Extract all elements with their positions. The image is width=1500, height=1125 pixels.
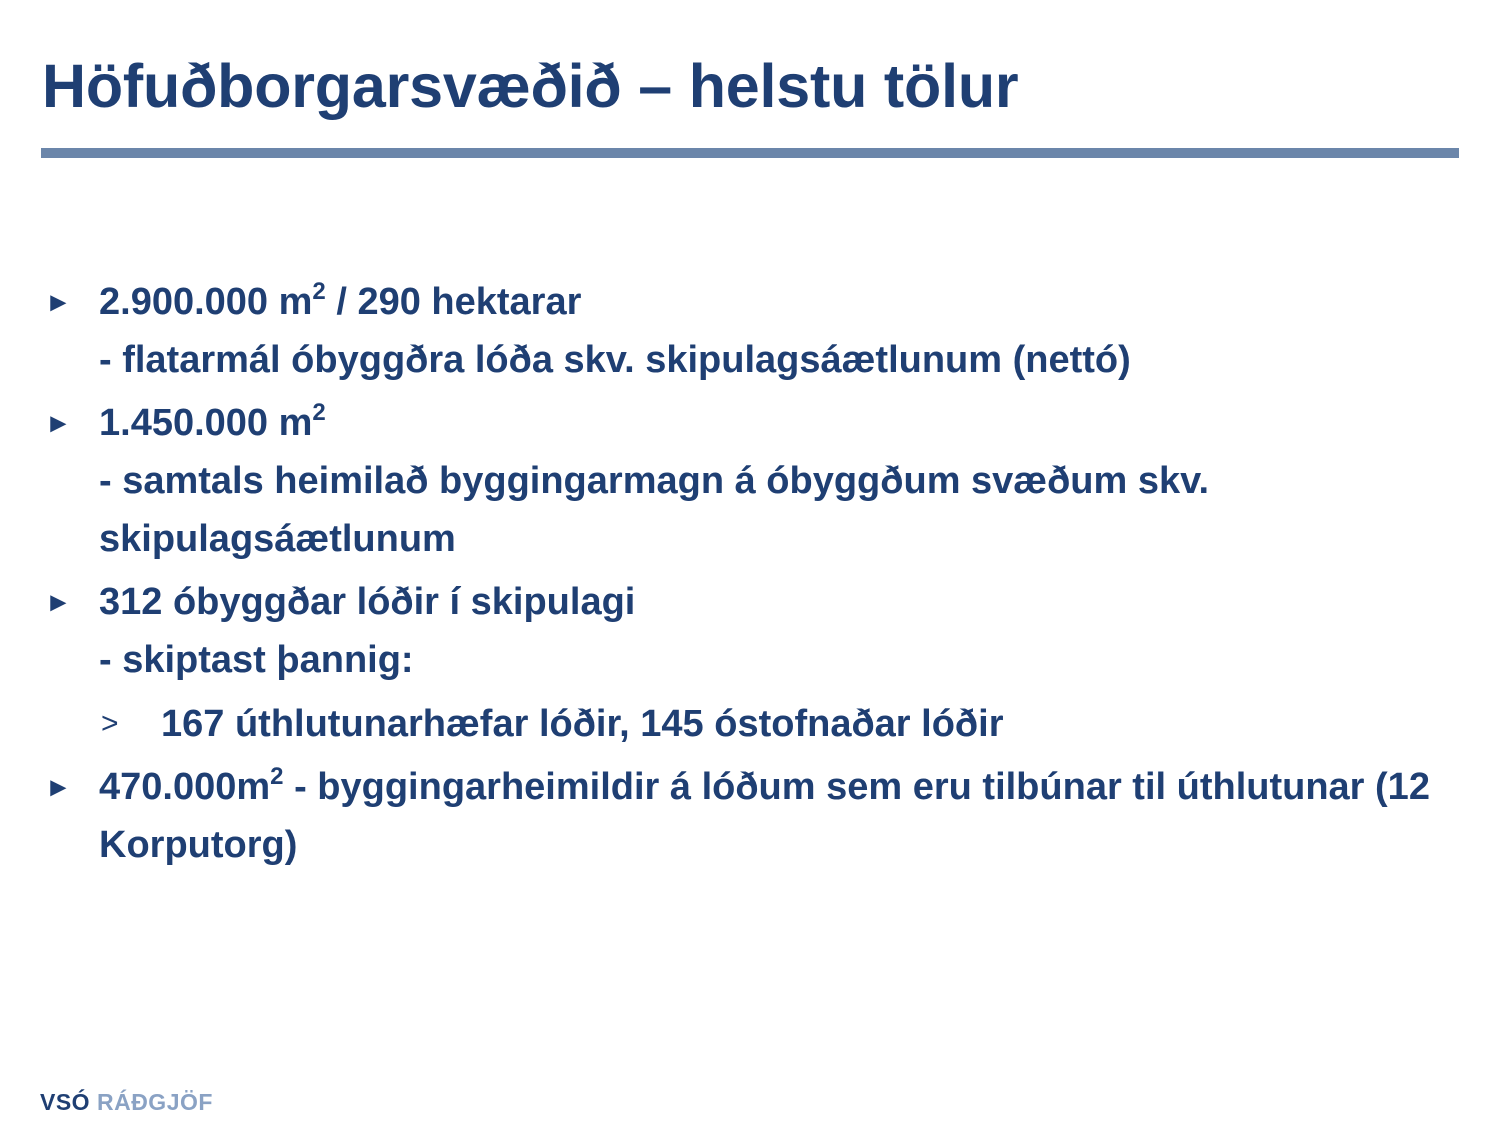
bullet-description: - flatarmál óbyggðra lóða skv. skipulagsáætlunum (nettó) bbox=[99, 339, 1131, 381]
headline-text: 470.000m bbox=[99, 766, 271, 808]
chevron-right-icon: > bbox=[101, 707, 119, 740]
headline-text: 1.450.000 m bbox=[99, 402, 313, 444]
bullet-headline bbox=[99, 273, 1462, 331]
logo-primary-text: VSÓ bbox=[40, 1089, 91, 1115]
bullet-item-building-rights bbox=[42, 758, 1462, 874]
superscript: 2 bbox=[312, 399, 326, 426]
title-divider bbox=[41, 148, 1459, 158]
bullet-headline bbox=[99, 394, 1462, 452]
superscript: 2 bbox=[312, 278, 326, 305]
triangle-bullet-icon: ► bbox=[45, 287, 72, 317]
logo-secondary-text: RÁÐGJÖF bbox=[96, 1089, 213, 1115]
bullet-headline bbox=[99, 758, 1462, 874]
triangle-bullet-icon: ► bbox=[45, 772, 72, 802]
slide-title: Höfuðborgarsvæðið – helstu tölur bbox=[42, 52, 1019, 120]
triangle-bullet-icon: ► bbox=[45, 587, 72, 617]
bullet-list bbox=[42, 273, 1462, 874]
bullet-item-building-volume bbox=[42, 394, 1462, 568]
sub-bullet-text: 167 úthlutunarhæfar lóðir, 145 óstofnaðar lóðir bbox=[161, 703, 1004, 745]
headline-text-cont: / 290 hektarar bbox=[325, 281, 582, 323]
bullet-headline: 312 óbyggðar lóðir í skipulagi bbox=[99, 581, 636, 623]
bullet-item-area bbox=[42, 273, 1462, 389]
bullet-description: - samtals heimilað byggingarmagn á óbyggðum svæðum skv. skipulagsáætlunum bbox=[99, 460, 1209, 560]
bullet-item-lots bbox=[42, 573, 1462, 753]
triangle-bullet-icon: ► bbox=[45, 408, 72, 438]
headline-text-cont: - byggingarheimildir á lóðum sem eru tilbúnar til úthlutunar (12 Korputorg) bbox=[99, 766, 1430, 866]
headline-text: 2.900.000 m bbox=[99, 281, 313, 323]
superscript: 2 bbox=[270, 763, 284, 790]
sub-bullet-item bbox=[99, 695, 1462, 753]
company-logo bbox=[40, 1087, 213, 1117]
bullet-description: - skiptast þannig: bbox=[99, 639, 414, 681]
